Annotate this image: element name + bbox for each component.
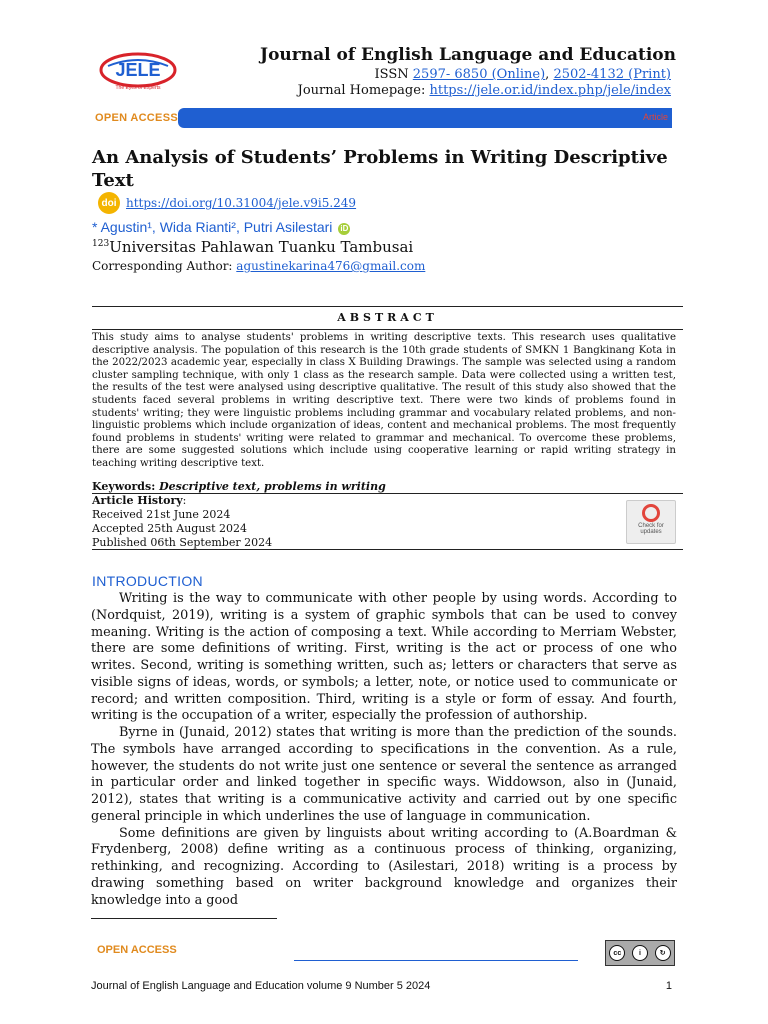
introduction-heading: INTRODUCTION <box>92 573 203 589</box>
open-access-logo <box>95 108 178 128</box>
open-access-text: OPEN ACCESS <box>95 112 178 124</box>
affiliation <box>92 238 413 256</box>
abstract-top-rule <box>92 306 683 307</box>
footer-open-access-text: OPEN ACCESS <box>97 944 177 956</box>
body-paragraph: Byrne in (Junaid, 2012) states that writing is more than the prediction of the sounds. The symbols have arranged according to specifications in the convention. As a rule, however, the students do not write just one sentence or several the sentence as arranged in particular order and linked together in specific ways. Widdowson, also in (Junaid, 2012), states that writing is a communicative activity and carried out by one specific general principle in which underlines the use of language in communication. <box>91 725 677 824</box>
published-date: Published 06th September 2024 <box>92 536 273 549</box>
check-for-updates-icon <box>642 504 660 522</box>
orcid-icon[interactable]: iD <box>340 224 349 233</box>
jele-logo-text: JELE <box>115 60 161 80</box>
article-history-label: Article History: <box>92 494 187 507</box>
keywords-line: Keywords: Descriptive text, problems in writing <box>92 480 386 493</box>
corresponding-email-link[interactable]: agustinekarina476@gmail.com <box>236 259 426 273</box>
abstract-heading: ABSTRACT <box>337 311 438 324</box>
author-list <box>92 219 350 235</box>
abstract-bottom-rule <box>92 549 683 550</box>
cc-icon: cc <box>609 945 625 961</box>
cc-license-badge[interactable] <box>605 940 675 966</box>
issn-line <box>375 67 671 82</box>
keywords-label: Keywords <box>92 480 152 493</box>
affiliation-text: Universitas Pahlawan Tuanku Tambusai <box>109 238 414 256</box>
abstract-heading-rule <box>92 329 683 330</box>
keywords-value: Descriptive text, problems in writing <box>159 480 386 493</box>
affiliation-superscript: 123 <box>92 239 110 249</box>
introduction-body <box>91 591 677 909</box>
doi-link[interactable]: https://doi.org/10.31004/jele.v9i5.249 <box>126 196 357 210</box>
page-number: 1 <box>665 980 672 992</box>
journal-title: Journal of English Language and Education <box>260 45 676 65</box>
homepage-label: Journal Homepage: <box>297 83 426 98</box>
paper-title: An Analysis of Students’ Problems in Writing Descriptive Text <box>92 147 668 191</box>
journal-homepage-line <box>298 83 671 98</box>
footer-rule <box>294 960 578 961</box>
authors-text: * Agustin¹, Wida Rianti², Putri Asilestari <box>92 219 333 235</box>
footnote-rule <box>91 918 277 919</box>
check-for-updates-text: Check for updates <box>638 523 664 535</box>
issn-separator: , <box>545 67 554 82</box>
body-paragraph: Writing is the way to communicate with other people by using words. According to (Nordquist, 2019), writing is a system of graphic symbols that can be used to convey meaning. Writing is the action of composing a text. While according to Merriam Webster, there are some definitions of writing. First, writing is the act or process of one who writes. Second, writing is something written, such as; letters or characters that serve as visible signs of ideas, words, or symbols; a letter, note, or notice used to communicate or record; and written composition. Third, writing is a style or form of essay. And fourth, writing is the occupation of a writer, especially the profession of authorship. <box>91 591 677 724</box>
issn-online-link[interactable]: 2597- 6850 (Online) <box>412 67 546 82</box>
body-paragraph: Some definitions are given by linguists about writing according to (A.Boardman & Frydenberg, 2008) define writing as a continuous process of thinking, organizing, rethinking, and recognizing. According to (Asilestari, 2018) writing is a process by drawing something based on writer background knowledge and organizes their knowledge into a good <box>91 825 677 908</box>
sa-icon: ↻ <box>655 945 671 961</box>
corresponding-label: Corresponding Author: <box>92 259 233 273</box>
footer-open-access-logo <box>97 944 177 956</box>
check-for-updates-badge[interactable] <box>626 500 676 544</box>
article-type-label: Article <box>642 112 668 122</box>
issn-label: ISSN <box>374 67 409 82</box>
by-icon: i <box>632 945 648 961</box>
footer-journal-info: Journal of English Language and Education volume 9 Number 5 2024 <box>91 980 431 992</box>
issn-print-link[interactable]: 2502-4132 (Print) <box>553 67 671 82</box>
jele-logo-tagline: The Eyes of Experts <box>115 85 161 91</box>
jele-logo <box>98 52 178 92</box>
doi-row <box>98 192 356 214</box>
open-access-bar <box>178 108 672 128</box>
received-date: Received 21st June 2024 <box>92 508 231 521</box>
doi-icon: doi <box>98 192 120 214</box>
accepted-date: Accepted 25th August 2024 <box>92 522 247 535</box>
homepage-link[interactable]: https://jele.or.id/index.php/jele/index <box>429 83 671 98</box>
abstract-text: This study aims to analyse students' problems in writing descriptive texts. This research uses qualitative descriptive analysis. The population of this research is the 10th grade students of SMKN 1 Bangkinang Kota in the 2022/2023 academic year, especially in class X Building Drawings. The sample was selected using a random cluster sampling technique, with only 1 class as the research sample. Data were collected using a written test, the results of the test were analysed using descriptive qualitative. The result of this study also showed that the students faced several problems in writing descriptive text. There were two kinds of problems found in students' writing; they were linguistic problems including grammar and vocabulary related problems, and non-linguistic problems which include organization of ideas, content and mechanical problems. The most frequently found problems in students' writing were related to grammar and mechanical. To overcome these problems, there are some suggested solutions which include using cooperative learning or rapid writing strategy in teaching writing descriptive text. <box>92 332 676 469</box>
corresponding-author <box>92 259 425 273</box>
